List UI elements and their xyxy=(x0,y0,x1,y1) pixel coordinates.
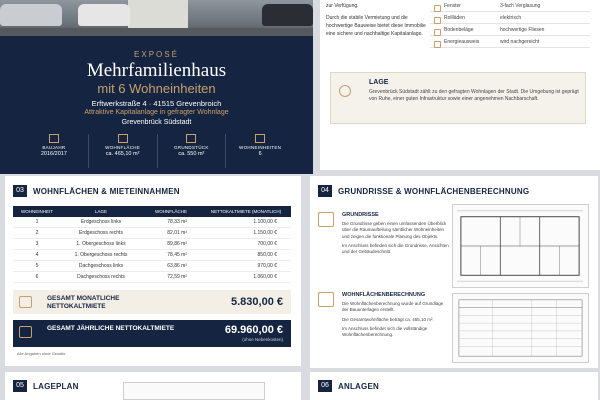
pavement xyxy=(0,28,313,36)
lage-text: Grevenbrück Südstadt zählt zu den gefragten Wohnlagen der Stadt. Die Umgebung ist geprägt von Ruhe, einer guten Infrastruktur sowie einer angenehmen Nachbarschaft. xyxy=(369,89,579,102)
table-row xyxy=(13,261,291,272)
wfb-text xyxy=(342,301,450,338)
feature-key: Rollläden xyxy=(430,15,500,21)
feature-row xyxy=(430,0,590,12)
grundrisse-block xyxy=(318,212,449,292)
section-number: 05 xyxy=(13,380,27,392)
table-cell: 1. Obergeschoss rechts xyxy=(74,252,128,258)
table-cell: 3 xyxy=(35,241,39,247)
footnote: Alle Angaben ohne Gewähr xyxy=(17,351,66,356)
fact-grundstueck xyxy=(157,134,226,168)
table-cell: 1.150,00 € xyxy=(253,230,277,236)
cover-title: Mehrfamilienhaus xyxy=(86,60,227,81)
table-cell: 63,86 m² xyxy=(167,263,187,269)
building-wall xyxy=(128,0,188,28)
grundrisse-title: GRUNDRISSE xyxy=(342,212,379,218)
table-cell: Dachgeschoss links xyxy=(78,263,124,269)
yearly-total-note: (ohne Nebenkosten) xyxy=(242,337,283,342)
table-row xyxy=(13,228,291,239)
anlagen-page xyxy=(310,372,598,400)
section-header xyxy=(318,185,529,197)
section-header xyxy=(13,185,180,197)
fact-value: ca. 550 m² xyxy=(178,151,205,157)
section-number: 03 xyxy=(13,185,27,197)
feature-value: 3-fach Verglasung xyxy=(500,2,541,9)
section-number: 04 xyxy=(318,185,332,197)
wfb-paragraph: Die Gesamtwohnfläche beträgt ca. 465,10 m². xyxy=(342,316,434,322)
table-cell: 970,00 € xyxy=(257,263,277,269)
feature-value: wird nachgereicht xyxy=(500,38,540,45)
rent-table xyxy=(13,206,291,283)
grundrisse-text xyxy=(342,221,450,255)
yearly-total-value: 69.960,00 € xyxy=(224,324,283,336)
car-image xyxy=(78,4,130,26)
section-header xyxy=(13,380,79,392)
section-header xyxy=(318,380,379,392)
area-icon xyxy=(118,134,128,143)
section-title: GRUNDRISSE & WOHNFLÄCHENBERECHNUNG xyxy=(338,186,530,196)
wfb-title: WOHNFLÄCHENBERECHNUNG xyxy=(342,292,426,298)
grundrisse-paragraph: Im Anschluss befinden sich die Grundrisse, Ansichten und der Gebäudeschnitt. xyxy=(342,242,449,255)
column-header: LAGE xyxy=(94,209,107,214)
feature-key: Bodenbeläge xyxy=(430,27,500,33)
table-cell: 78,45 m² xyxy=(167,252,187,258)
table-cell: 2 xyxy=(35,230,39,236)
table-row xyxy=(13,272,291,283)
fact-label: BAUJAHR xyxy=(42,145,66,150)
grundrisse-paragraph: Die Grundrisse geben einen umfassenden Überblick über die Raumaufteilung sämtlicher Wohneinheiten und zeigen die funktionale Planung des Objekts. xyxy=(342,221,447,239)
location-pin-icon xyxy=(339,85,351,97)
table-cell: 1.060,00 € xyxy=(253,274,277,280)
table-cell: 6 xyxy=(35,274,39,280)
cover-tagline: Attraktive Kapitalanlage in gefragter Wohnlage xyxy=(84,109,229,116)
section-title: LAGEPLAN xyxy=(33,381,79,391)
details-text xyxy=(326,2,434,38)
floor-plan-icon xyxy=(318,212,334,227)
table-row xyxy=(13,239,291,250)
wfb-paragraph: Im Anschluss befindet sich die vollständige Wohnflächenberechnung. xyxy=(342,325,428,338)
site-plan-map xyxy=(123,382,265,400)
details-page xyxy=(320,0,600,170)
feature-value: elektrisch xyxy=(500,14,522,21)
coins-icon xyxy=(19,296,32,308)
car-image xyxy=(262,4,313,26)
feature-key: Fenster xyxy=(430,3,500,9)
column-header: WOHNEINHEIT xyxy=(21,209,53,214)
floor-plans-page xyxy=(310,176,598,368)
cover-photo xyxy=(0,0,313,36)
fact-baujahr xyxy=(20,134,88,168)
feature-row xyxy=(430,12,590,24)
feature-value: hochwertige Fliesen xyxy=(500,26,545,33)
units-icon xyxy=(255,134,265,143)
cover-district: Grevenbrück Südstadt xyxy=(121,119,192,126)
monthly-total-box xyxy=(13,290,291,314)
fact-value: 2016/2017 xyxy=(40,151,67,157)
cover-page xyxy=(0,0,313,174)
floor-plan-svg xyxy=(453,205,588,287)
table-row xyxy=(13,217,291,228)
wfb-paragraph: Die Wohnflächenberechnung wurde auf Grundlage der Bauunterlagen erstellt. xyxy=(342,301,444,313)
table-cell: 1 xyxy=(35,219,39,225)
feature-row xyxy=(430,24,590,36)
table-cell: 72,59 m² xyxy=(167,274,187,280)
calculation-table-svg xyxy=(453,294,588,362)
fact-label: WOHNFLÄCHE xyxy=(105,145,141,150)
feature-row xyxy=(430,36,590,48)
calculator-icon xyxy=(318,292,334,307)
cover-address: Erftwerkstraße 4 · 41515 Grevenbroich xyxy=(91,99,222,108)
monthly-total-label: GESAMT MONATLICHE NETTOKALTMIETE xyxy=(47,295,120,310)
yearly-total-box xyxy=(13,320,291,347)
column-header: WOHNFLÄCHE xyxy=(154,209,187,214)
house-icon xyxy=(186,134,196,143)
fact-wohneinheiten xyxy=(225,134,294,168)
wfb-block xyxy=(318,292,443,368)
table-cell: Dachgeschoss rechts xyxy=(77,274,125,280)
fact-value: ca. 465,10 m² xyxy=(105,151,140,157)
features-table xyxy=(430,0,590,48)
table-cell: 82,01 m² xyxy=(167,230,187,236)
details-paragraph: Durch die stabile Vermietung und die hochwertige Bauweise bietet diese Immobilie eine sichere und nachhaltige Kapitalanlage. xyxy=(326,15,426,37)
table-cell: 700,00 € xyxy=(257,241,277,247)
table-cell: 4 xyxy=(35,252,39,258)
lage-box xyxy=(330,72,586,124)
fact-wohnflaeche xyxy=(88,134,157,168)
table-cell: 5 xyxy=(35,263,39,269)
table-cell: 1. Obergeschoss links xyxy=(76,241,126,247)
growth-chart-icon xyxy=(19,326,32,338)
calendar-icon xyxy=(49,134,59,143)
key-facts xyxy=(20,134,294,168)
details-paragraph: zur Verfügung. xyxy=(326,3,359,9)
section-number: 06 xyxy=(318,380,332,392)
rent-table-page xyxy=(5,176,301,366)
table-cell: 850,00 € xyxy=(257,252,277,258)
yearly-total-label: GESAMT JÄHRLICHE NETTOKALTMIETE xyxy=(47,325,175,332)
section-title: WOHNFLÄCHEN & MIETEINNAHMEN xyxy=(33,186,180,196)
fact-label: WOHNEINHEITEN xyxy=(239,145,282,150)
feature-key: Energieausweis xyxy=(430,39,500,45)
section-title: ANLAGEN xyxy=(338,381,379,391)
lageplan-page xyxy=(5,372,301,400)
fact-value: 6 xyxy=(258,151,262,157)
table-cell: 1.100,00 € xyxy=(253,219,277,225)
lage-title: LAGE xyxy=(369,79,389,86)
table-cell: Erdgeschoss links xyxy=(80,219,122,225)
table-header xyxy=(13,206,291,217)
table-cell: 78,33 m² xyxy=(167,219,187,225)
car-image xyxy=(0,4,62,26)
area-calculation-sheet xyxy=(452,293,589,363)
table-cell: 89,86 m² xyxy=(167,241,187,247)
floor-plan-drawing xyxy=(452,204,589,288)
table-row xyxy=(13,250,291,261)
monthly-total-value: 5.830,00 € xyxy=(231,296,283,308)
expose-label: EXPOSÉ xyxy=(134,50,179,59)
cover-subtitle: mit 6 Wohneinheiten xyxy=(97,81,216,96)
table-cell: Erdgeschoss rechts xyxy=(79,230,123,236)
column-header: NETTOKALTMIETE (MONATLICH) xyxy=(210,209,282,214)
fact-label: GRUNDSTÜCK xyxy=(173,145,209,150)
